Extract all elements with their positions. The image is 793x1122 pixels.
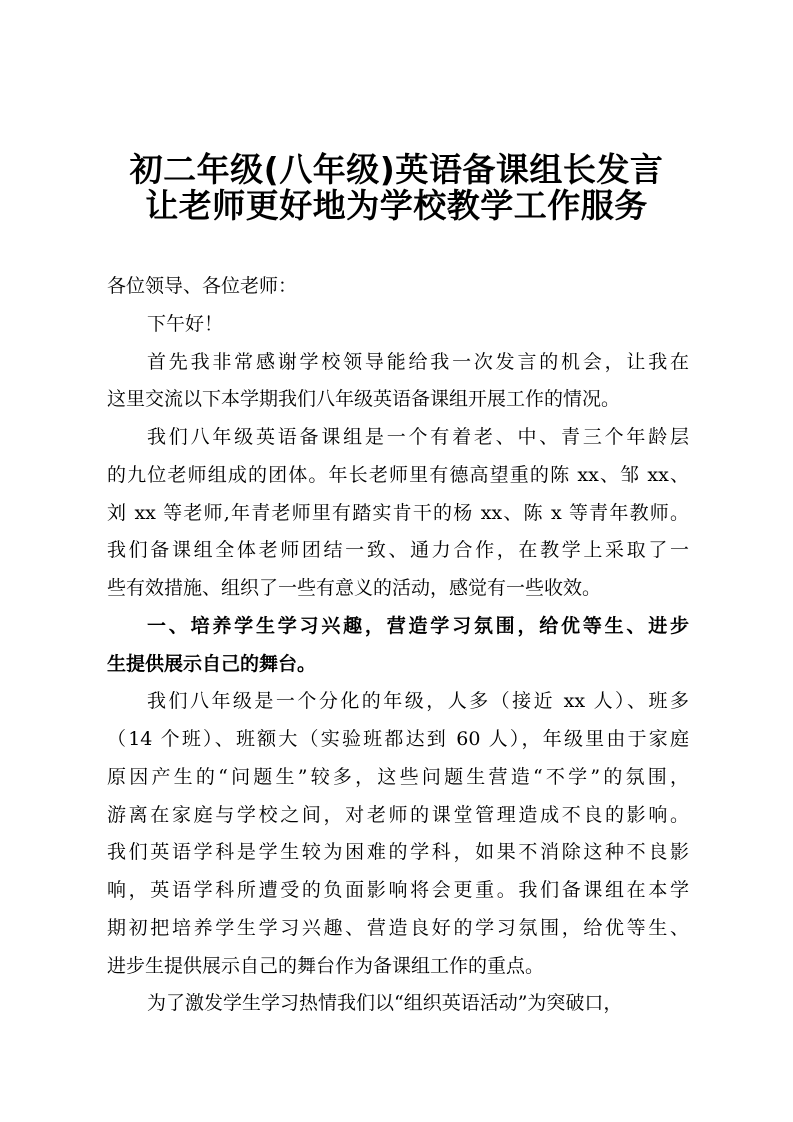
text-line: 响，英语学科所遭受的负面影响将会更重。我们备课组在本学 xyxy=(107,879,689,901)
text-line: 这里交流以下本学期我们八年级英语备课组开展工作的情况。 xyxy=(107,388,621,411)
text-line: 为了激发学生学习热情我们以“组织英语活动”为突破口， xyxy=(147,992,623,1015)
paragraph xyxy=(107,419,689,608)
paragraph xyxy=(107,344,689,420)
text-line: 我们八年级是一个分化的年级，人多（接近 xx 人）、班多 xyxy=(147,690,689,713)
text-line: 刘 xx 等老师,年青老师里有踏实肯干的杨 xx、陈 x 等青年教师。 xyxy=(107,501,689,524)
text-line: 下午好！ xyxy=(147,312,224,335)
text-line: 首先我非常感谢学校领导能给我一次发言的机会，让我在 xyxy=(147,350,689,373)
text-line: 些有效措施、组织了一些有意义的活动，感觉有一些收效。 xyxy=(107,577,602,599)
paragraph xyxy=(107,985,689,1023)
document-title-line-2: 让老师更好地为学校教学工作服务 xyxy=(145,186,648,225)
text-line: 生提供展示自己的舞台。 xyxy=(107,652,317,675)
text-line: （14 个班）、班额大（实验班都达到 60 人），年级里由于家庭 xyxy=(107,728,689,750)
text-line: 我们英语学科是学生较为困难的学科，如果不消除这种不良影 xyxy=(107,841,689,864)
text-line: 期初把培养学生学习兴趣、营造良好的学习氛围，给优等生、 xyxy=(107,916,689,939)
text-line: 我们备课组全体老师团结一致、通力合作，在教学上采取了一 xyxy=(107,539,689,562)
text-line: 各位领导、各位老师： xyxy=(107,275,298,297)
text-line: 我们八年级英语备课组是一个有着老、中、青三个年龄层 xyxy=(147,426,689,448)
section-heading xyxy=(107,608,689,684)
paragraph xyxy=(107,268,689,306)
document-body xyxy=(107,268,689,1023)
text-line: 一、培养学生学习兴趣，营造学习氛围，给优等生、进步 xyxy=(147,614,689,637)
paragraph xyxy=(107,683,689,985)
document-title-line-1: 初二年级(八年级)英语备课组长发言 xyxy=(129,150,664,189)
text-line: 的九位老师组成的团体。年长老师里有德高望重的陈 xx、邹 xx、 xyxy=(107,463,689,486)
paragraph xyxy=(107,306,689,344)
text-line: 游离在家庭与学校之间，对老师的课堂管理造成不良的影响。 xyxy=(107,803,689,826)
text-line: 原因产生的“问题生”较多，这些问题生营造“不学”的氛围， xyxy=(107,765,689,788)
text-line: 进步生提供展示自己的舞台作为备课组工作的重点。 xyxy=(107,954,545,977)
